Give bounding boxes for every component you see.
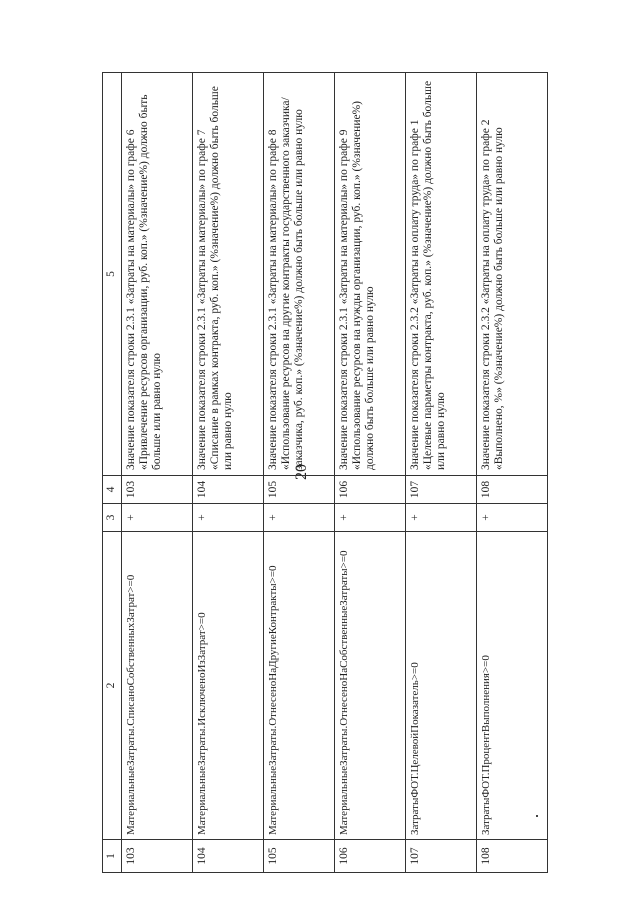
description-cell: Значение показателя строки 2.3.1 «Затраты на материалы» по графе 9 «Использование ресурсов на нужды организации, руб. коп.» (%значение%) должно быть больше или равно нулю xyxy=(335,73,406,476)
formula-cell: МатериальныеЗатраты.СписаноСобственныхЗатрат>=0 xyxy=(122,532,193,840)
column-header: 1 xyxy=(103,840,122,873)
page-number: 20 xyxy=(293,464,310,480)
code-cell: 108 xyxy=(477,476,548,504)
column-header: 2 xyxy=(103,532,122,840)
row-number-cell: 106 xyxy=(335,840,406,873)
description-cell: Значение показателя строки 2.3.1 «Затраты на материалы» по графе 6 «Привлечение ресурсов организации, руб. коп.» (%значение%) должно быть больше или равно нулю xyxy=(122,73,193,476)
description-cell: Значение показателя строки 2.3.2 «Затраты на оплату труда» по графе 2 «Выполнено, %» (%значение%) должно быть больше или равно нулю xyxy=(477,73,548,476)
description-cell: Значение показателя строки 2.3.1 «Затраты на материалы» по графе 8 «Использование ресурсов на другие контракты государственного заказчика/заказчика, руб. коп.» (%значение%) должно быть больше или равно нулю xyxy=(264,73,335,476)
table-row xyxy=(477,73,548,873)
mark-cell: + xyxy=(406,504,477,532)
table-row xyxy=(193,73,264,873)
mark-cell: + xyxy=(335,504,406,532)
validation-rules-table xyxy=(102,72,548,873)
row-number-cell: 104 xyxy=(193,840,264,873)
formula-cell: МатериальныеЗатраты.ОтнесеноНаСобственныеЗатраты>=0 xyxy=(335,532,406,840)
code-cell: 107 xyxy=(406,476,477,504)
formula-cell: ЗатратыФОТ.ЦелевойПоказатель>=0 xyxy=(406,532,477,840)
table-row xyxy=(335,73,406,873)
mark-cell: + xyxy=(193,504,264,532)
table-row xyxy=(264,73,335,873)
row-number-cell: 107 xyxy=(406,840,477,873)
column-header: 4 xyxy=(103,476,122,504)
formula-cell: МатериальныеЗатраты.ОтнесеноНаДругиеКонтракты>=0 xyxy=(264,532,335,840)
document-table-container xyxy=(102,73,630,873)
formula-cell: МатериальныеЗатраты.ИсключеноИзЗатрат>=0 xyxy=(193,532,264,840)
scan-speck xyxy=(536,815,538,817)
row-number-cell: 103 xyxy=(122,840,193,873)
row-number-cell: 108 xyxy=(477,840,548,873)
column-header: 3 xyxy=(103,504,122,532)
mark-cell: + xyxy=(122,504,193,532)
column-header: 5 xyxy=(103,73,122,476)
code-cell: 103 xyxy=(122,476,193,504)
row-number-cell: 105 xyxy=(264,840,335,873)
description-cell: Значение показателя строки 2.3.1 «Затраты на материалы» по графе 7 «Списание в рамках контракта, руб. коп.» (%значение%) должно быть больше или равно нулю xyxy=(193,73,264,476)
code-cell: 106 xyxy=(335,476,406,504)
code-cell: 104 xyxy=(193,476,264,504)
formula-cell: ЗатратыФОТ.ПроцентВыполнения>=0 xyxy=(477,532,548,840)
table-row xyxy=(406,73,477,873)
table-header-row xyxy=(103,73,122,873)
description-cell: Значение показателя строки 2.3.2 «Затраты на оплату труда» по графе 1 «Целевые параметры контракта, руб. коп.» (%значение%) должно быть больше или равно нулю xyxy=(406,73,477,476)
mark-cell: + xyxy=(477,504,548,532)
code-cell: 105 xyxy=(264,476,335,504)
mark-cell: + xyxy=(264,504,335,532)
table-row xyxy=(122,73,193,873)
